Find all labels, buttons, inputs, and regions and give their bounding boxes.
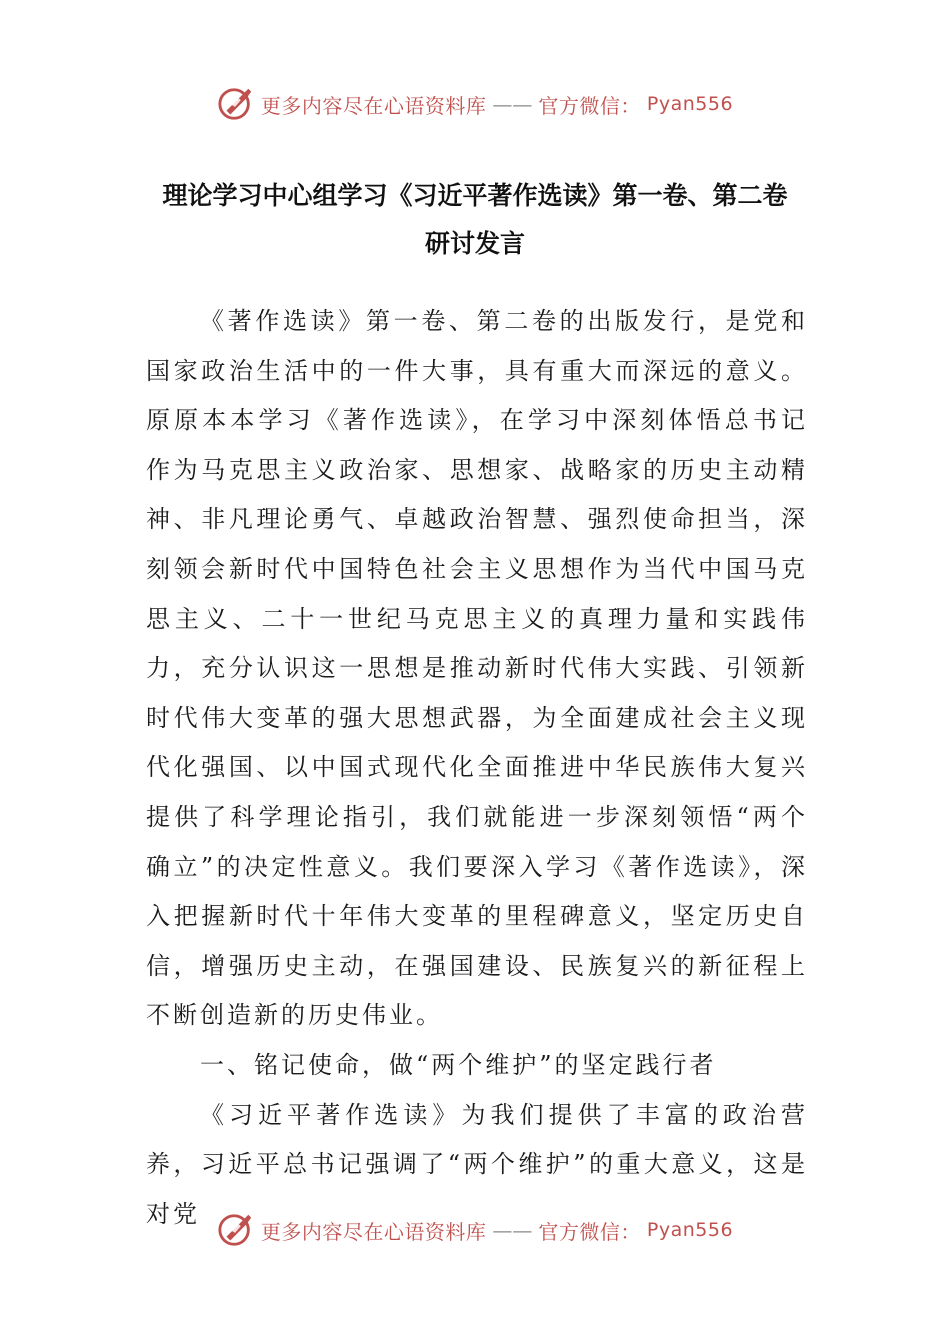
footer-watermark xyxy=(0,1210,950,1250)
watermark-contact-label: 官方微信： xyxy=(538,1219,641,1244)
pen-heart-icon xyxy=(217,85,255,123)
watermark-separator: —— xyxy=(492,92,533,116)
watermark-text: 更多内容尽在心语资料库 xyxy=(260,1219,487,1244)
document-title-line1: 理论学习中心组学习《习近平著作选读》第一卷、第二卷 xyxy=(162,181,788,210)
section-paragraph: 《习近平著作选读》为我们提供了丰富的政治营养，习近平总书记强调了“两个维护”的重大意义，这是对党 xyxy=(146,1100,808,1228)
watermark-separator: —— xyxy=(492,1218,533,1242)
document-title-line2: 研讨发言 xyxy=(424,229,525,258)
intro-paragraph: 《著作选读》第一卷、第二卷的出版发行，是党和国家政治生活中的一件大事，具有重大而深远的意义。原原本本学习《著作选读》，在学习中深刻体悟总书记作为马克思主义政治家、思想家、战略家的历史主动精神、非凡理论勇气、卓越政治智慧、强烈使命担当，深刻领会新时代中国特色社会主义思想作为当代中国马克思主义、二十一世纪马克思主义的真理力量和实践伟力，充分认识这一思想是推动新时代伟大实践、引领新时代伟大变革的强大思想武器，为全面建成社会主义现代化强国、以中国式现代化全面推进中华民族伟大复兴提供了科学理论指引，我们就能进一步深刻领悟“两个确立”的决定性意义。我们要深入学习《著作选读》，深入把握新时代十年伟大变革的里程碑意义，坚定历史自信，增强历史主动，在强国建设、民族复兴的新征程上不断创造新的历史伟业。 xyxy=(146,307,808,1030)
section-heading: 一、铭记使命，做“两个维护”的坚定践行者 xyxy=(200,1050,717,1079)
watermark-contact-id: Pyan556 xyxy=(646,93,734,115)
document-body xyxy=(146,297,808,1239)
header-watermark xyxy=(0,84,950,124)
pen-heart-icon xyxy=(217,1211,255,1249)
watermark-text: 更多内容尽在心语资料库 xyxy=(260,93,487,118)
watermark-contact-label: 官方微信： xyxy=(538,93,641,118)
watermark-contact-id: Pyan556 xyxy=(646,1219,734,1241)
